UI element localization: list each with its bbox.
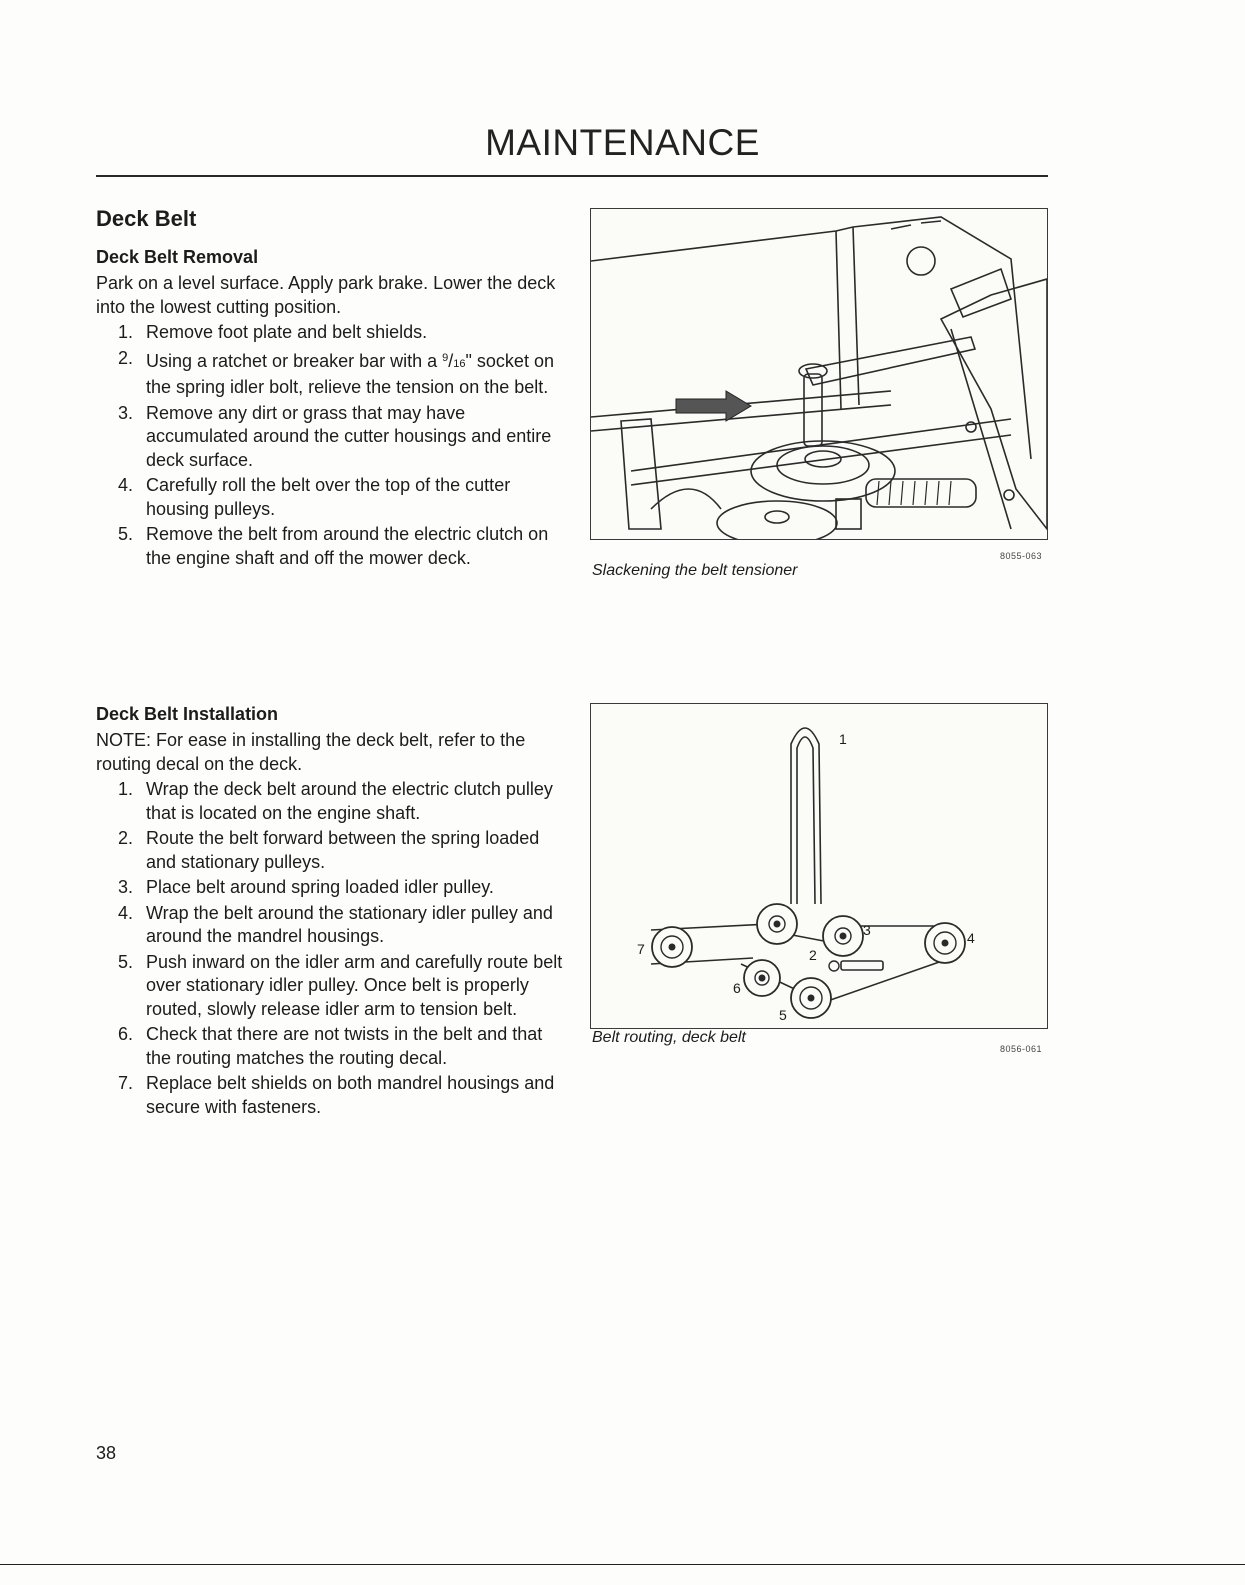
routing-figure bbox=[590, 703, 1048, 1029]
step-number: 3. bbox=[118, 402, 134, 423]
installation-step bbox=[96, 1023, 566, 1070]
fraction-denominator: 16 bbox=[453, 357, 466, 370]
routing-figure-code: 8056-061 bbox=[1000, 1044, 1043, 1054]
step-number: 5. bbox=[118, 951, 134, 972]
routing-caption: Belt routing, deck belt bbox=[592, 1029, 746, 1046]
removal-title: Deck Belt Removal bbox=[96, 247, 259, 267]
step-text: Remove the belt from around the electric clutch on the engine shaft and off the mower deck. bbox=[146, 524, 549, 568]
step-text: Push inward on the idler arm and carefully route belt over stationary idler pulley. Once belt is properly routed, slowly release idler arm to tension belt. bbox=[146, 951, 563, 1019]
fraction-unit: " bbox=[465, 350, 472, 371]
belt-routing-diagram bbox=[591, 704, 1047, 1028]
installation-title: Deck Belt Installation bbox=[96, 704, 279, 724]
step-text-after: socket on the spring idler bolt, relieve the tension on the belt. bbox=[146, 350, 554, 397]
label-4: 4 bbox=[967, 930, 975, 946]
step-number: 3. bbox=[118, 877, 134, 897]
header-divider bbox=[96, 175, 1048, 177]
installation-step bbox=[96, 951, 566, 1022]
step-text: Replace belt shields on both mandrel housings and secure with fasteners. bbox=[146, 1073, 555, 1117]
label-6: 6 bbox=[733, 980, 741, 996]
removal-steps bbox=[96, 321, 566, 570]
step-text: Carefully roll the belt over the top of the cutter housing pulleys. bbox=[146, 475, 511, 519]
label-1: 1 bbox=[839, 731, 847, 747]
label-7: 7 bbox=[637, 941, 645, 957]
removal-step bbox=[96, 523, 566, 570]
label-3: 3 bbox=[863, 922, 871, 938]
tensioner-caption: Slackening the belt tensioner bbox=[592, 562, 798, 579]
step-text: Remove any dirt or grass that may have accumulated around the cutter housings and entire deck surface. bbox=[146, 402, 552, 470]
step-number: 6. bbox=[118, 1024, 134, 1044]
step-number: 2. bbox=[118, 828, 134, 848]
step-text: Wrap the belt around the stationary idler pulley and around the mandrel housings. bbox=[146, 902, 553, 946]
installation-step bbox=[96, 827, 566, 874]
installation-step bbox=[96, 876, 566, 900]
belt-loop-upper bbox=[791, 728, 821, 904]
removal-step: 2. Using a ratchet or breaker bar with a $^9$/16" socket on the spring idler bolt, relieve the tension on the belt. bbox=[118, 347, 554, 397]
step-text: Check that there are not twists in the belt and that the routing matches the routing decal. bbox=[146, 1024, 543, 1068]
page-number: 38 bbox=[96, 1443, 117, 1463]
removal-step bbox=[96, 321, 566, 345]
tensioner-illustration bbox=[591, 209, 1047, 539]
step-number: 4. bbox=[118, 475, 134, 495]
step-text: Wrap the deck belt around the electric clutch pulley that is located on the engine shaft. bbox=[146, 779, 553, 823]
step-text: Route the belt forward between the spring loaded and stationary pulleys. bbox=[146, 828, 540, 872]
removal-step bbox=[96, 474, 566, 521]
step-number: 1. bbox=[118, 322, 134, 342]
tensioner-figure-code: 8055-063 bbox=[1000, 551, 1043, 561]
step-number: 7. bbox=[118, 1073, 134, 1093]
step-number: 4. bbox=[118, 902, 134, 923]
installation-steps bbox=[96, 778, 566, 1119]
step-number: 5. bbox=[118, 524, 134, 544]
label-5: 5 bbox=[779, 1007, 787, 1023]
fraction-numerator: 9 bbox=[442, 351, 449, 364]
installation-step bbox=[96, 778, 566, 825]
removal-intro: Park on a level surface. Apply park brake. Lower the deck into the lowest cutting position. bbox=[96, 273, 556, 317]
step-number: 1. bbox=[118, 779, 134, 799]
removal-section bbox=[96, 247, 566, 572]
removal-step bbox=[96, 402, 566, 473]
step-text: Remove foot plate and belt shields. bbox=[146, 322, 428, 342]
page-title: MAINTENANCE bbox=[485, 122, 760, 163]
installation-step bbox=[96, 902, 566, 949]
label-2: 2 bbox=[809, 947, 817, 963]
tensioner-figure bbox=[590, 208, 1048, 540]
step-text: Place belt around spring loaded idler pulley. bbox=[146, 877, 494, 897]
installation-section bbox=[96, 704, 566, 1121]
installation-note: NOTE: For ease in installing the deck belt, refer to the routing decal on the deck. bbox=[96, 730, 526, 774]
section-title: Deck Belt bbox=[96, 206, 197, 231]
bottom-divider bbox=[0, 1564, 1245, 1565]
installation-step bbox=[96, 1072, 566, 1119]
step-number: 2. bbox=[118, 347, 134, 368]
step-text-before: Using a ratchet or breaker bar with a bbox=[146, 350, 443, 371]
